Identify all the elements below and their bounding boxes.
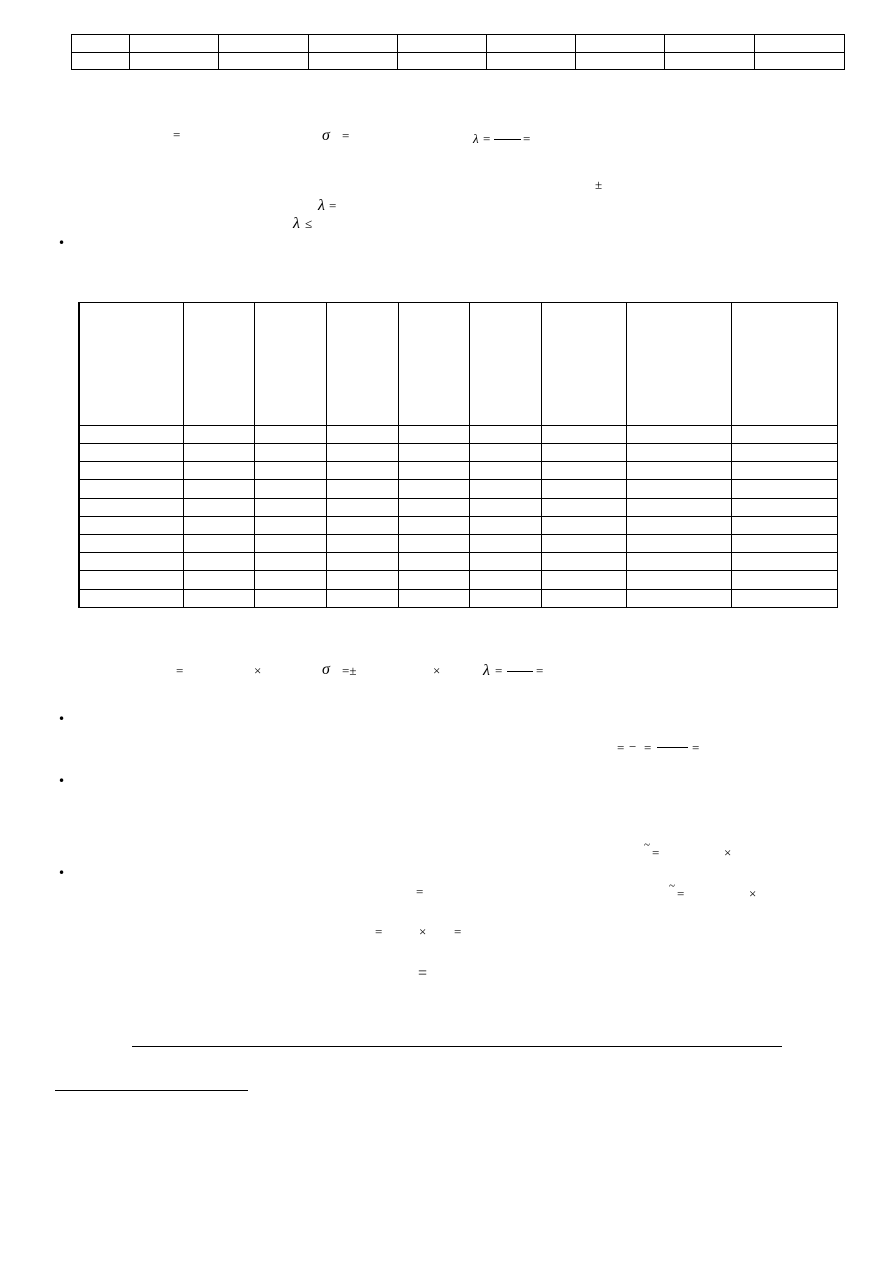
table-row [72, 52, 845, 70]
table-cell [541, 425, 626, 443]
equals-sign: = [617, 740, 625, 755]
table-cell [398, 52, 487, 70]
minus-sign: − [629, 739, 637, 754]
table-cell [79, 589, 183, 607]
table-cell [183, 535, 254, 553]
table-cell [309, 52, 398, 70]
table-cell [541, 553, 626, 571]
table-cell [326, 425, 398, 443]
table-cell [183, 553, 254, 571]
table-cell [469, 589, 541, 607]
table-cell [254, 462, 326, 480]
bullet: • [58, 712, 66, 726]
table-cell [130, 52, 219, 70]
equals-sign: = [523, 131, 531, 146]
table-cell [626, 443, 731, 461]
table-cell [541, 498, 626, 516]
table-row [79, 553, 837, 571]
table-cell [183, 516, 254, 534]
horizontal-rule [132, 1046, 782, 1047]
table-cell [79, 480, 183, 498]
table-cell [731, 480, 837, 498]
table-cell [541, 516, 626, 534]
equals-sign: = [644, 740, 652, 755]
table-cell [326, 571, 398, 589]
table-cell [398, 553, 469, 571]
table-cell [626, 498, 731, 516]
equals-sign: = [176, 663, 184, 678]
bullet: • [58, 866, 66, 880]
table-cell [398, 589, 469, 607]
sigma-symbol: σ [322, 127, 330, 144]
table-cell [72, 52, 130, 70]
table-cell [183, 498, 254, 516]
table-cell [469, 516, 541, 534]
equals-sign: = [329, 198, 337, 213]
table-cell [183, 589, 254, 607]
table-cell [626, 462, 731, 480]
table-cell [398, 443, 469, 461]
equals-sign: = [652, 845, 660, 860]
table-cell [469, 443, 541, 461]
header-cell [626, 303, 731, 426]
table-row [79, 498, 837, 516]
table-cell [326, 553, 398, 571]
lambda-symbol: λ [318, 197, 325, 214]
table-cell [541, 589, 626, 607]
times-sign: × [724, 845, 732, 860]
table-cell [79, 443, 183, 461]
equals-sign: = [495, 663, 503, 678]
table-cell [326, 443, 398, 461]
table-cell [469, 535, 541, 553]
table-cell [541, 443, 626, 461]
tilde-mark: ~ [669, 880, 675, 892]
times-sign: × [419, 924, 427, 939]
table-cell [541, 480, 626, 498]
table-cell [541, 535, 626, 553]
table-cell [487, 35, 576, 53]
bullet: • [58, 236, 66, 250]
table-cell [731, 498, 837, 516]
tilde-mark: ~ [644, 839, 650, 851]
table-cell [254, 553, 326, 571]
table-row [79, 589, 837, 607]
table-cell [183, 443, 254, 461]
table-cell [626, 425, 731, 443]
sigma-symbol: σ [322, 661, 330, 678]
table-cell [398, 462, 469, 480]
equals-sign: = [483, 131, 491, 146]
table-cell [326, 498, 398, 516]
data-table [78, 302, 838, 608]
header-cell [254, 303, 326, 426]
table-cell [398, 425, 469, 443]
table-cell [79, 535, 183, 553]
table-row [79, 535, 837, 553]
table-cell [398, 535, 469, 553]
table-cell [219, 35, 309, 53]
equals-sign: = [418, 965, 428, 982]
table-cell [79, 498, 183, 516]
bullet: • [58, 774, 66, 788]
table-cell [254, 516, 326, 534]
lambda-symbol: λ [293, 215, 300, 232]
table-cell [469, 498, 541, 516]
header-cell [541, 303, 626, 426]
equals-sign: = [454, 924, 462, 939]
header-cell [398, 303, 469, 426]
header-cell [183, 303, 254, 426]
header-cell [326, 303, 398, 426]
equals-sign: = [677, 886, 685, 901]
table-cell [626, 589, 731, 607]
equals-sign: = [342, 128, 350, 143]
table-cell [731, 553, 837, 571]
table-cell [79, 516, 183, 534]
table-cell [326, 480, 398, 498]
table-row [79, 516, 837, 534]
table-cell [469, 480, 541, 498]
table-cell [254, 480, 326, 498]
table-row [79, 462, 837, 480]
table-header-row [79, 303, 837, 426]
table-cell [254, 425, 326, 443]
table-row [79, 480, 837, 498]
table-cell [731, 516, 837, 534]
table-cell [398, 480, 469, 498]
table-cell [626, 516, 731, 534]
table-cell [254, 443, 326, 461]
table-cell [130, 35, 219, 53]
table-cell [469, 553, 541, 571]
table-cell [326, 535, 398, 553]
table-cell [254, 535, 326, 553]
footnote-separator [55, 1090, 248, 1091]
table-cell [326, 516, 398, 534]
equals-sign: = [416, 884, 424, 899]
table-cell [731, 589, 837, 607]
table-cell [79, 571, 183, 589]
table-cell [731, 535, 837, 553]
table-cell [183, 425, 254, 443]
table-row [79, 443, 837, 461]
times-sign: × [433, 663, 441, 678]
table-cell [326, 462, 398, 480]
table-cell [254, 589, 326, 607]
equals-sign: = [692, 740, 700, 755]
table-cell [731, 462, 837, 480]
table-cell [398, 498, 469, 516]
header-cell [731, 303, 837, 426]
table-cell [254, 498, 326, 516]
table-cell [731, 571, 837, 589]
lambda-symbol: λ [473, 131, 479, 146]
table-cell [309, 35, 398, 53]
table-cell [626, 571, 731, 589]
table-cell [398, 516, 469, 534]
table-cell [665, 52, 755, 70]
fraction-bar [507, 671, 533, 672]
table-cell [541, 462, 626, 480]
top-table [71, 34, 845, 70]
equals-sign: = [536, 663, 544, 678]
table-cell [79, 462, 183, 480]
table-cell [576, 35, 665, 53]
table-cell [665, 35, 755, 53]
times-sign: × [254, 663, 262, 678]
less-equal-sign: ≤ [305, 216, 313, 231]
table-cell [469, 571, 541, 589]
header-cell [469, 303, 541, 426]
fraction-bar [657, 747, 688, 748]
table-row [79, 425, 837, 443]
table-cell [219, 52, 309, 70]
equals-sign: = [173, 127, 181, 142]
equals-sign: = [375, 924, 383, 939]
table-cell [626, 553, 731, 571]
table-cell [755, 52, 845, 70]
table-cell [731, 443, 837, 461]
table-cell [398, 571, 469, 589]
times-sign: × [749, 886, 757, 901]
table-cell [183, 480, 254, 498]
table-cell [326, 589, 398, 607]
table-row [72, 35, 845, 53]
table-cell [79, 553, 183, 571]
table-cell [626, 535, 731, 553]
lambda-symbol: λ [483, 662, 490, 679]
equals-plus-minus-sign: =± [342, 663, 357, 678]
table-cell [469, 425, 541, 443]
table-cell [183, 571, 254, 589]
table-cell [626, 480, 731, 498]
table-cell [541, 571, 626, 589]
table-cell [576, 52, 665, 70]
fraction-bar [494, 139, 521, 140]
header-cell [79, 303, 183, 426]
plus-minus-sign: ± [595, 177, 603, 192]
table-cell [183, 462, 254, 480]
table-cell [79, 425, 183, 443]
table-cell [731, 425, 837, 443]
table-cell [254, 571, 326, 589]
table-cell [487, 52, 576, 70]
table-cell [469, 462, 541, 480]
table-cell [755, 35, 845, 53]
table-row [79, 571, 837, 589]
table-cell [398, 35, 487, 53]
table-cell [72, 35, 130, 53]
